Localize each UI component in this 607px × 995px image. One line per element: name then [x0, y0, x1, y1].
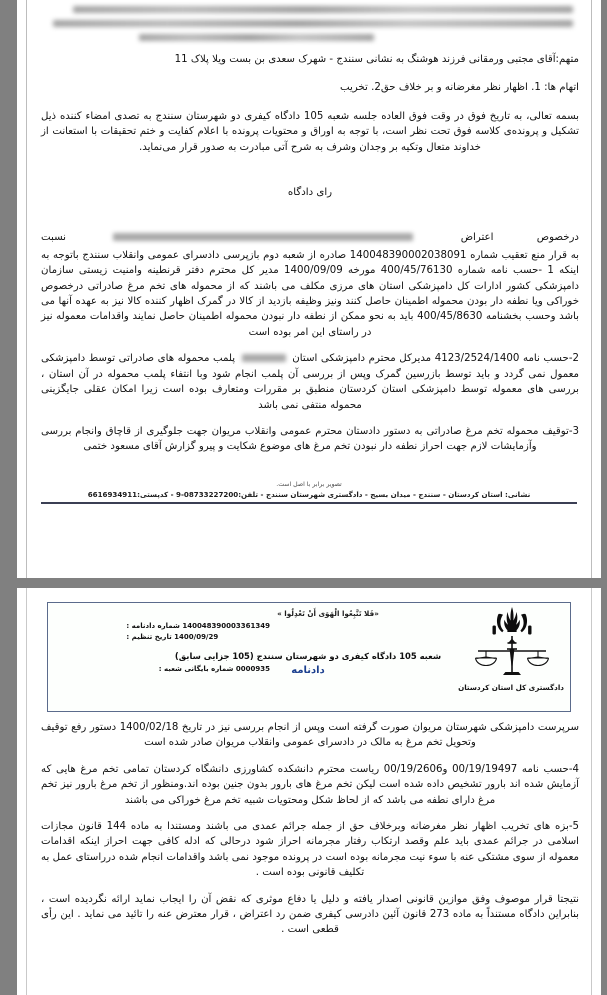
body-paragraph-2-post: پلمب محموله های صادراتی توسط دامپزشکی معمول نمی گردد و باید توسط بازرسین گمرک وپس از بررسی آن پلمب انجام شود وبا انتفاء پلمب محموله در آن استان ، بررسی های معموله توسط دامپزشکی استان کردستان منطبق بر مقررات ومتعارف بوده است زیرا امکان عقلی جایگزینی محموله منتفی نمی باشد	[41, 353, 579, 411]
objection-intro-prefix: درخصوص اعتراض	[460, 232, 579, 244]
issue-date-value: 1400/09/29	[174, 633, 219, 641]
file-number-value: 0000935	[235, 665, 270, 673]
redacted-inline-span	[113, 233, 413, 241]
redacted-province-name	[242, 354, 286, 362]
emblem-caption: دادگستری کل استان کردستان	[458, 683, 564, 692]
case-number-row	[126, 621, 270, 632]
letterhead-box	[47, 602, 571, 712]
ruling-heading: رای دادگاه	[287, 187, 333, 199]
issue-date-row	[126, 632, 270, 643]
page-2-text-body	[41, 720, 579, 949]
body-paragraph-2-pre: 2-حسب نامه 4123/2524/1400 مدیرکل محترم دامپزشکی استان	[292, 353, 579, 365]
body-paragraph-3: 3-توقیف محموله تخم مرغ صادراتی به دستور دادستان محترم عمومی وانقلاب مریوان جهت جلوگیری از قاچاق وانجام بررسی وآزمایشات لازم جهت احراز نطفه دار نبودن تخم مرغ های موضوع شکایت و پیرو گزارش آقای مسعود ختمی	[41, 425, 579, 453]
body-paragraph-3-continued: سرپرست دامپزشکی شهرستان مریوان صورت گرفته است وپس از انجام بررسی نیز در تاریخ 1400/02/18 دستور رفع توقیف وتحویل تخم مرغ به مالک در دادسرای عمومی وانقلاب مریوان صادر شده است	[41, 722, 579, 749]
preamble-paragraph: بسمه تعالی، به تاریخ فوق در وقت فوق العاده جلسه شعبه 105 دادگاه کیفری دو شهرستان سنندج به تصدی امضاء کننده ذیل تشکیل و پرونده‌ی کلاسه فوق تحت نظر است، با توجه به اوراق و محتویات پرونده با اعلام کفایت و ختم تحقیقات با استعانت از خداوند متعال وتکیه بر وجدان وشرف به شرح آتی مبادرت به صدور قرار می‌نماید.	[41, 110, 579, 153]
conclusion-paragraph: نتیجتا قرار موصوف وفق موازین قانونی اصدار یافته و دلیل یا دفاع موثری که نقض آن را ایجاب نماید ارائه نگردیده است ، بنابراین دادگاه مستنداً به ماده 273 قانون آئین دادرسی کیفری ضمن رد اعتراض ، قرار معترض عنه را تائید می نماید . این رأی قطعی است .	[41, 893, 579, 936]
case-number-value: 140048390003361349	[182, 622, 270, 630]
document-page-1	[17, 0, 601, 578]
defendant-line: متهم:آقای مجتبی ورمقانی فرزند هوشنگ به نشانی سنندج - شهرک سعدی بن بست ویلا پلاک 11	[174, 54, 579, 65]
page-separator-gap	[0, 578, 607, 588]
body-paragraph-1: به قرار منع تعقیب شماره 140048390002038091 صادره از شعبه دوم بازپرسی دادسرای عمومی وانقلاب سنندج باتوجه به اینکه 1 -حسب نامه شماره 400/45/76130 مورخه 1400/09/09 مدیر کل محترم دفتر قرنطینه وامنیت زیستی سازمان دامپزشکی کشور ادارات کل دامپزشکی استان های مرزی مکلف می باشند که از محموله های تخم مرغ صادراتی درخصوص خوراکی ویا نطفه دار بودن محموله اطمینان حاصل کنند ونیز وظیفه بازدید از کالا در گمرک اظهار کننده کالا نیز به عهده آنها می باشد وحسب بخشنامه 400/45/8630 باید به نحو ممکن از نطفه دار نبودن محموله اطمینان حاصل نمایند واقدامات معموله نیز در راستای این امر بوده است	[41, 249, 579, 338]
page-1-footer	[39, 481, 579, 504]
page-1-text-body	[41, 52, 579, 466]
viewer-right-rail	[601, 0, 607, 995]
court-address-line: نشانی: استان کردستان - سنندج - میدان بسیج - دادگستری شهرستان سنندج - تلفن:08733227200-9 - کدپستی:6616934911	[87, 490, 531, 499]
quran-verse: «فَلا تَتَّبِعُوا الْهَوَى أَنْ تَعْدِلُوا »	[277, 609, 379, 618]
body-paragraph-5: 5-بزه های تخریب اظهار نظر مغرضانه وبرخلاف حق از جمله جرائم عمدی می باشند ومستندا به ماده 144 قانون مجازات اسلامی در جرائم عمدی باید علم وقصد ارتکاب رفتار مجرمانه احراز شود درحالی که ادله کافی جهت احراز اینکه اقدامات معموله از سوی مشتکی عنه با سوء نیت مجرمانه بوده است در پرونده موجود نمی باشد واقدامات انجام شده درراستای عمل به تکلیف قانونی بوده است .	[41, 821, 579, 879]
certified-copy-stamp: تصویر برابر با اصل است.	[276, 481, 342, 488]
page-1-content-frame	[26, 0, 592, 578]
document-type-title: دادنامه	[291, 665, 325, 676]
charges-line: اتهام ها: 1. اظهار نظر مغرضانه و بر خلاف حق2. تخریب	[339, 82, 579, 94]
page-2-content-frame	[26, 588, 592, 995]
letterhead-meta	[126, 621, 270, 643]
document-page-2	[17, 588, 601, 995]
issue-date-label: تاریخ تنظیم :	[126, 633, 172, 641]
footer-divider	[41, 502, 577, 504]
viewer-left-rail	[0, 0, 17, 995]
emblem-block	[460, 605, 564, 709]
objection-intro-line	[41, 230, 579, 245]
iran-emblem-scales-of-justice-icon	[466, 605, 558, 685]
body-paragraph-2	[41, 351, 579, 413]
objection-intro-suffix: نسبت	[41, 232, 67, 244]
file-number-label: شماره بایگانی شعبه :	[158, 665, 234, 673]
case-number-label: شماره دادنامه :	[126, 622, 180, 630]
branch-title: شعبه 105 دادگاه کیفری دو شهرستان سنندج (105 جزایی سابق)	[174, 651, 442, 661]
body-paragraph-4: 4-حسب نامه 00/19/19497 و00/19/2606 ریاست محترم دانشکده کشاورزی دانشگاه کردستان تمامی تخم مرغ هایی که آزمایش شده اند بارور تشخیص داده شده است لیکن تخم مرغ های بارور بدون جنین بوده اند.ومنظور از تخم مرغ بارور نیز تخم مرغ دارای نطفه می باشد که از لحاظ شکل ومحتویات شبیه تخم مرغ خوراکی می باشند	[41, 763, 579, 806]
